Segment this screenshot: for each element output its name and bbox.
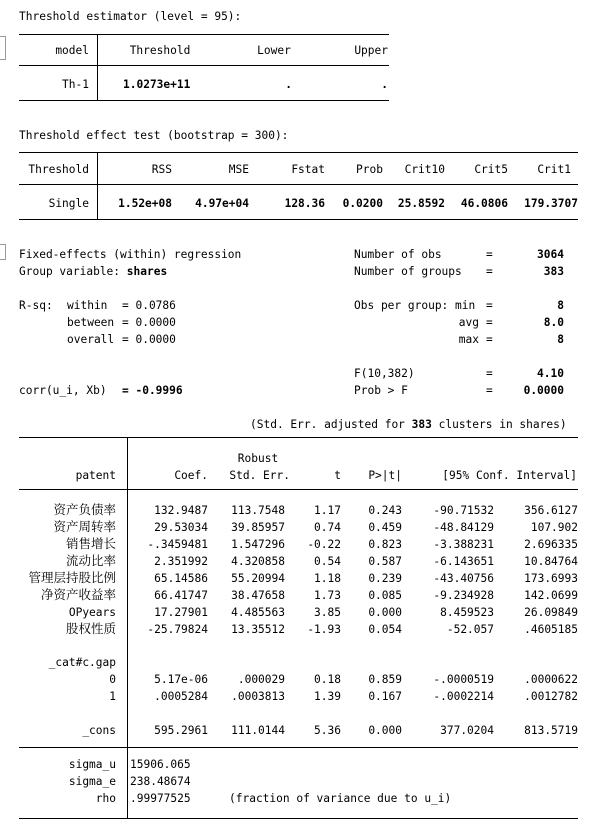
se-note-post: clusters in shares) <box>431 418 567 431</box>
ci-upper-cell: 2.696335 <box>524 538 578 551</box>
threshold-cell: Single <box>48 197 89 210</box>
col-header-prob: Prob <box>356 163 383 176</box>
model-cell: Th-1 <box>62 78 89 91</box>
ci-upper-cell: 356.6127 <box>524 504 578 517</box>
ci-upper-cell: 107.902 <box>530 521 578 534</box>
t-cell: 1.73 <box>314 589 341 602</box>
ci-lower-cell: -43.40756 <box>433 572 494 585</box>
threshold-test-title: Threshold effect test (bootstrap = 300): <box>19 129 289 142</box>
t-cell: -1.93 <box>307 623 341 636</box>
rule-vertical <box>97 34 98 100</box>
ci-upper-cell: 10.84764 <box>524 555 578 568</box>
obs-max-value: 8 <box>557 333 564 346</box>
coef-cell: 5.17e-06 <box>154 673 208 686</box>
se-cell: .0003813 <box>231 690 285 703</box>
p-cell: 0.000 <box>368 724 402 737</box>
se-note-clusters: 383 <box>411 418 432 431</box>
rss-cell: 1.52e+08 <box>118 197 172 210</box>
ci-upper-cell: 26.09849 <box>524 606 578 619</box>
var-name: 股权性质 <box>65 621 116 636</box>
p-cell: 0.085 <box>368 589 402 602</box>
p-cell: 0.000 <box>368 606 402 619</box>
eq-sign: = <box>486 248 493 261</box>
se-cell: 113.7548 <box>231 504 285 517</box>
t-cell: 5.36 <box>314 724 341 737</box>
col-header-upper: Upper <box>354 44 388 57</box>
coef-cell: 17.27901 <box>154 606 208 619</box>
t-cell: 0.74 <box>314 521 341 534</box>
prob-f-label: Prob > F <box>354 384 408 397</box>
within-label: within <box>67 299 108 312</box>
ci-lower-cell: -.0002214 <box>433 690 494 703</box>
col-header-t: t <box>334 469 341 482</box>
var-name: 管理层持股比例 <box>28 570 116 585</box>
var-name: 资产负债率 <box>53 502 116 517</box>
eq-sign: = <box>486 316 493 329</box>
ci-lower-cell: -48.84129 <box>433 521 494 534</box>
coef-cell: 29.53034 <box>154 521 208 534</box>
ci-upper-cell: .0000622 <box>524 673 578 686</box>
ci-lower-cell: -52.057 <box>446 623 494 636</box>
se-cell: 111.0144 <box>231 724 285 737</box>
eq-sign: = <box>486 367 493 380</box>
t-cell: 1.17 <box>314 504 341 517</box>
coef-cell: -25.79824 <box>147 623 208 636</box>
col-header-crit5: Crit5 <box>474 163 508 176</box>
fstat-cell: 128.36 <box>284 197 325 210</box>
crit10-cell: 25.8592 <box>397 197 445 210</box>
overall-label: overall <box>67 333 115 346</box>
crit5-cell: 46.0806 <box>460 197 508 210</box>
eq-sign: = <box>486 333 493 346</box>
p-cell: 0.167 <box>368 690 402 703</box>
between-label: between <box>67 316 115 329</box>
se-cell: 4.320858 <box>231 555 285 568</box>
col-header-se: Std. Err. <box>229 469 290 482</box>
p-cell: 0.859 <box>368 673 402 686</box>
p-cell: 0.243 <box>368 504 402 517</box>
rule <box>19 489 578 490</box>
ci-upper-cell: 142.0699 <box>524 589 578 602</box>
col-header-ci: [95% Conf. Interval] <box>442 469 577 482</box>
t-cell: 0.18 <box>314 673 341 686</box>
col-header-threshold: Threshold <box>129 44 191 57</box>
obs-min-value: 8 <box>557 299 564 312</box>
depvar-label: patent <box>75 469 116 482</box>
obs-avg-label: avg <box>458 316 479 329</box>
p-cell: 0.459 <box>368 521 402 534</box>
var-name: _cons <box>82 724 116 737</box>
sigma-u-value: 15906.065 <box>130 758 191 771</box>
rule <box>19 818 578 819</box>
col-header-crit1: Crit1 <box>537 163 571 176</box>
col-header-fstat: Fstat <box>291 163 325 176</box>
t-cell: 0.54 <box>314 555 341 568</box>
threshold-cell: 1.0273e+11 <box>123 78 191 91</box>
rule <box>19 65 389 66</box>
ci-lower-cell: -.0000519 <box>433 673 494 686</box>
group-var-label: Group variable: <box>19 265 127 278</box>
rule <box>19 34 389 35</box>
lower-cell: . <box>285 78 292 91</box>
var-name: 资产周转率 <box>53 519 116 534</box>
se-cell: 13.35512 <box>231 623 285 636</box>
se-cell: .000029 <box>237 673 285 686</box>
rule-vertical <box>127 437 128 818</box>
ci-upper-cell: 173.6993 <box>524 572 578 585</box>
col-header-p: P>|t| <box>368 469 402 482</box>
se-cell: 39.85957 <box>231 521 285 534</box>
ci-lower-cell: 377.0204 <box>440 724 494 737</box>
p-cell: 0.239 <box>368 572 402 585</box>
ci-lower-cell: 8.459523 <box>440 606 494 619</box>
rule <box>19 747 578 748</box>
rule <box>19 184 578 185</box>
rsq-label: R-sq: <box>19 299 53 312</box>
col-header-crit10: Crit10 <box>404 163 445 176</box>
f-label: F(10,382) <box>354 367 415 380</box>
rule-vertical <box>97 152 98 219</box>
var-name: 销售增长 <box>65 536 116 551</box>
coef-cell: 66.41747 <box>154 589 208 602</box>
overall-value: = 0.0000 <box>122 333 176 346</box>
sigma-e-label: sigma_e <box>68 775 116 788</box>
se-cell: 38.47658 <box>231 589 285 602</box>
upper-cell: . <box>381 78 388 91</box>
prob-f-value: 0.0000 <box>523 384 564 397</box>
rule <box>19 437 578 438</box>
rule <box>19 100 389 101</box>
col-header-threshold: Threshold <box>28 163 89 176</box>
corr-value: = -0.9996 <box>122 384 183 397</box>
obs-avg-value: 8.0 <box>543 316 564 329</box>
coef-cell: 65.14586 <box>154 572 208 585</box>
coef-cell: .0005284 <box>154 690 208 703</box>
t-cell: -0.22 <box>307 538 341 551</box>
se-note-pre: (Std. Err. adjusted for <box>250 418 412 431</box>
t-cell: 1.18 <box>314 572 341 585</box>
t-cell: 1.39 <box>314 690 341 703</box>
ci-upper-cell: 813.5719 <box>524 724 578 737</box>
sigma-e-value: 238.48674 <box>130 775 191 788</box>
coef-cell: 2.351992 <box>154 555 208 568</box>
col-header-lower: Lower <box>257 44 291 57</box>
rho-value: .99977525 <box>130 792 191 805</box>
ngroups-value: 383 <box>543 265 564 278</box>
se-cell: 55.20994 <box>231 572 285 585</box>
group-var-value: shares <box>126 265 168 278</box>
ci-lower-cell: -90.71532 <box>433 504 494 517</box>
se-cell: 4.485563 <box>231 606 285 619</box>
rho-note: (fraction of variance due to u_i) <box>229 792 452 805</box>
var-name: 净资产收益率 <box>40 587 116 602</box>
rule <box>19 219 578 220</box>
within-value: = 0.0786 <box>122 299 176 312</box>
rho-label: rho <box>95 792 116 805</box>
robust-header: Robust <box>237 452 279 465</box>
mse-cell: 4.97e+04 <box>195 197 249 210</box>
cat-gap-label: _cat#c.gap <box>48 656 116 669</box>
var-name: 0 <box>109 673 116 686</box>
prob-cell: 0.0200 <box>342 197 383 210</box>
col-header-mse: MSE <box>228 163 249 176</box>
ci-upper-cell: .4605185 <box>524 623 578 636</box>
t-cell: 3.85 <box>314 606 341 619</box>
col-header-model: model <box>55 44 89 57</box>
ci-lower-cell: -6.143651 <box>433 555 494 568</box>
obs-max-label: max <box>458 333 479 346</box>
eq-sign: = <box>486 384 493 397</box>
p-cell: 0.587 <box>368 555 402 568</box>
window-edge-tab <box>0 36 6 60</box>
nobs-value: 3064 <box>537 248 564 261</box>
threshold-estimator-title: Threshold estimator (level = 95): <box>19 10 242 23</box>
rule <box>19 152 578 153</box>
between-value: = 0.0000 <box>122 316 176 329</box>
se-note <box>250 418 567 432</box>
var-name: OPyears <box>68 606 116 619</box>
nobs-label: Number of obs <box>354 248 442 261</box>
p-cell: 0.823 <box>368 538 402 551</box>
coef-cell: 132.9487 <box>154 504 208 517</box>
sigma-u-label: sigma_u <box>68 758 116 771</box>
eq-sign: = <box>486 265 493 278</box>
col-header-coef: Coef. <box>174 469 208 482</box>
model-label: Fixed-effects (within) regression <box>19 248 242 261</box>
crit1-cell: 179.3707 <box>524 197 578 210</box>
window-edge-tab <box>0 244 6 260</box>
corr-label: corr(u_i, Xb) <box>19 384 107 397</box>
eq-sign: = <box>486 299 493 312</box>
ci-lower-cell: -9.234928 <box>433 589 494 602</box>
group-var-line <box>19 265 167 279</box>
coef-cell: 595.2961 <box>154 724 208 737</box>
ngroups-label: Number of groups <box>354 265 462 278</box>
col-header-rss: RSS <box>151 163 172 176</box>
obs-min-label: Obs per group: min <box>354 299 476 312</box>
coef-cell: -.3459481 <box>147 538 208 551</box>
p-cell: 0.054 <box>368 623 402 636</box>
ci-upper-cell: .0012782 <box>524 690 578 703</box>
se-cell: 1.547296 <box>231 538 285 551</box>
var-name: 1 <box>109 690 116 703</box>
ci-lower-cell: -3.388231 <box>433 538 494 551</box>
var-name: 流动比率 <box>65 553 116 568</box>
f-value: 4.10 <box>537 367 564 380</box>
